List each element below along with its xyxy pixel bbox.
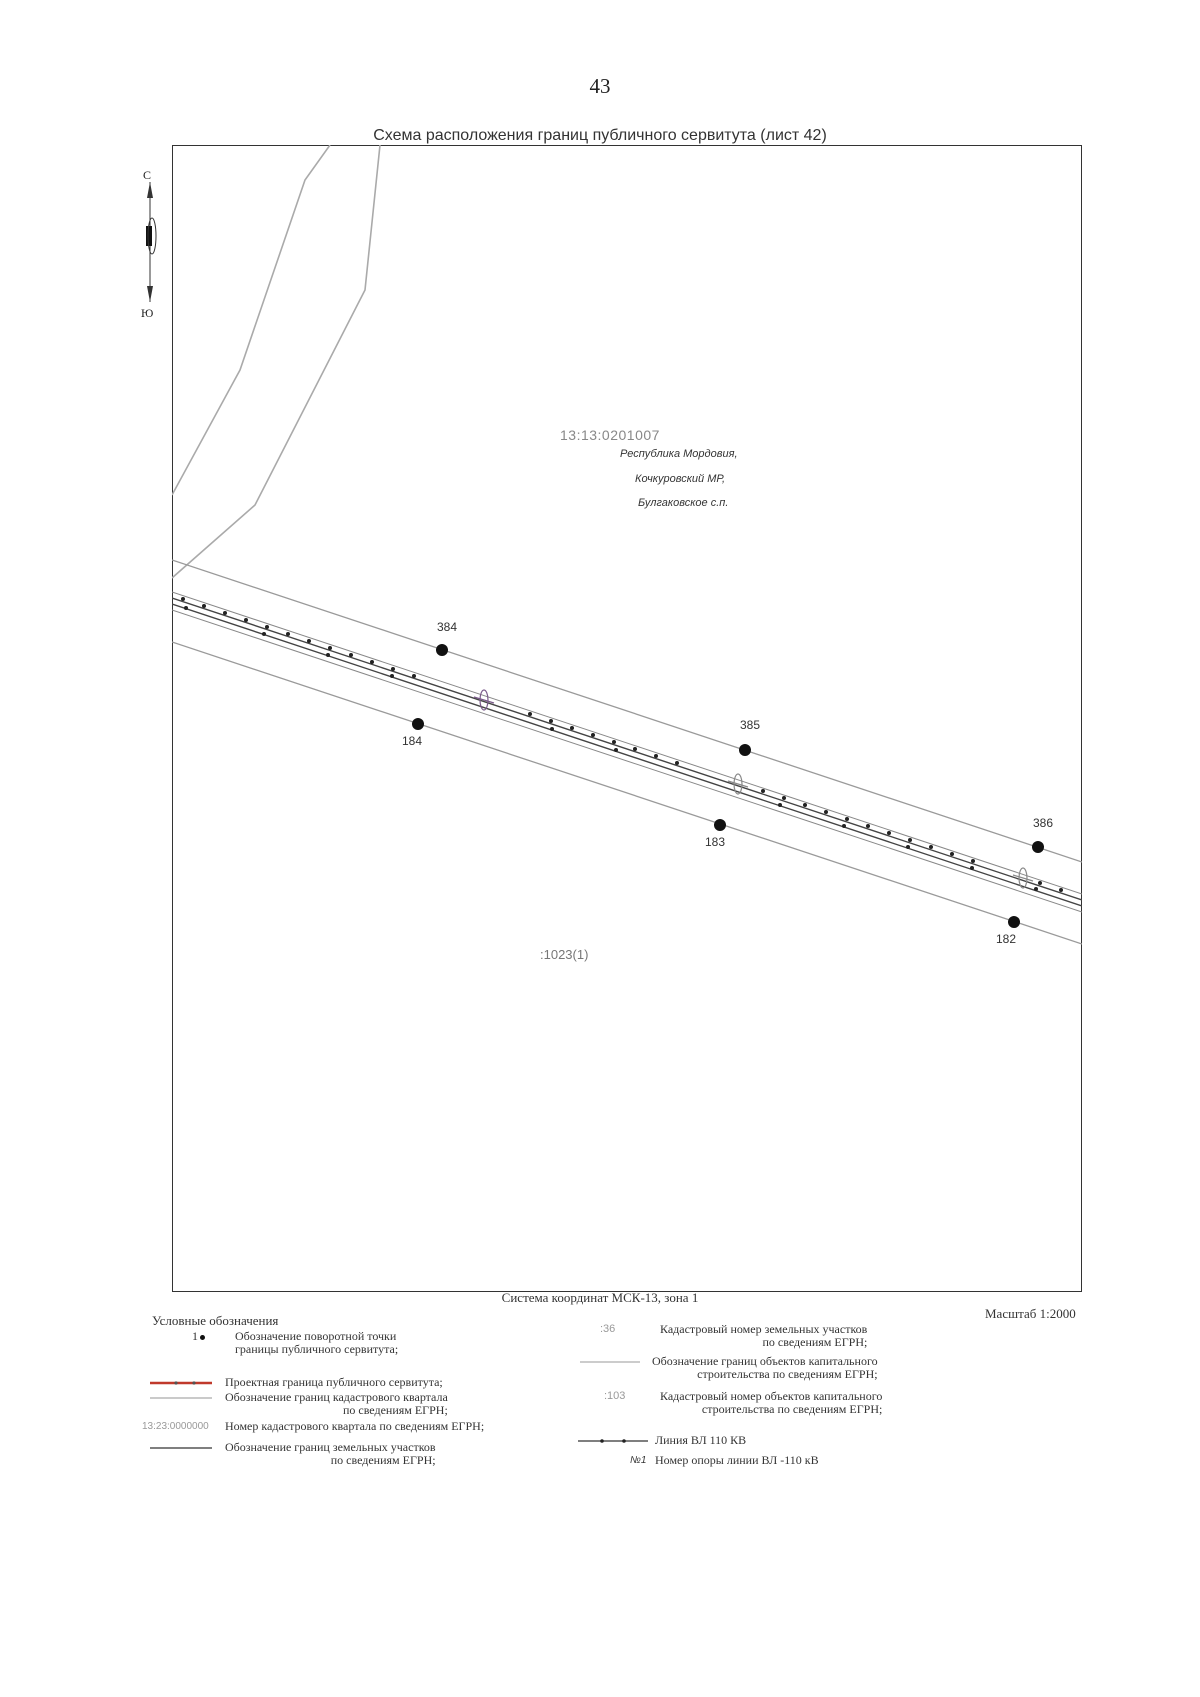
compass-north-label: С xyxy=(143,168,152,182)
legend-building-boundary xyxy=(580,1355,980,1383)
legend-pole-number-sample: №1 xyxy=(630,1455,647,1466)
building-line-icon xyxy=(580,1359,640,1365)
legend-turning-point-text-2: границы публичного сервитута; xyxy=(235,1342,399,1356)
legend-quarter-number-text: Номер кадастрового квартала по сведениям ЕГРН; xyxy=(225,1419,485,1433)
power-line-dots xyxy=(181,597,1063,892)
legend-quarter-number-sample: 13:23:0000000 xyxy=(142,1421,209,1432)
servitude-boundary-lower xyxy=(172,642,1082,944)
turning-point xyxy=(1032,841,1044,853)
legend-pole-number-text: Номер опоры линии ВЛ -110 кВ xyxy=(655,1453,819,1467)
legend-servitude-boundary xyxy=(150,1376,590,1390)
quarter-boundary-line xyxy=(172,145,330,495)
turning-point xyxy=(1008,916,1020,928)
corridor-line xyxy=(172,598,1082,900)
legend-parcel-boundary-text: Обозначение границ земельных участков xyxy=(225,1440,436,1454)
compass-south-label: Ю xyxy=(141,306,154,320)
legend-servitude-text: Проектная граница публичного сервитута; xyxy=(225,1375,443,1389)
legend-quarter-boundary-text-2: по сведениям ЕГРН; xyxy=(342,1403,448,1417)
quarter-line-icon xyxy=(150,1395,212,1401)
admin-label-settlement: Булгаковское с.п. xyxy=(638,497,729,509)
servitude-boundary-upper xyxy=(172,560,1082,862)
servitude-line-icon xyxy=(150,1378,212,1388)
legend-parcel-number xyxy=(580,1323,980,1351)
legend-parcel-number-sample: :36 xyxy=(600,1323,616,1335)
legend-power-line-text: Линия ВЛ 110 КВ xyxy=(655,1433,747,1447)
admin-label-region: Республика Мордовия, xyxy=(620,448,738,460)
turning-point xyxy=(739,744,751,756)
corridor-line xyxy=(172,610,1082,912)
point-label: 386 xyxy=(1033,816,1054,830)
legend-turning-point-text: Обозначение поворотной точки xyxy=(235,1329,397,1343)
power-line-icon xyxy=(578,1437,648,1445)
legend-building-number-sample: :103 xyxy=(604,1390,626,1402)
legend-turning-point-number: 1 xyxy=(192,1329,198,1343)
turning-point xyxy=(436,644,448,656)
legend-parcel-boundary xyxy=(150,1441,590,1469)
page-number: 43 xyxy=(589,74,611,98)
legend-parcel-number-text-2: по сведениям ЕГРН; xyxy=(762,1335,868,1349)
parcel-label: :1023(1) xyxy=(540,947,589,962)
coordinate-system: Система координат МСК-13, зона 1 xyxy=(501,1290,699,1305)
point-label: 384 xyxy=(437,620,458,634)
legend-parcel-number-text: Кадастровый номер земельных участков xyxy=(660,1322,868,1336)
legend-title: Условные обозначения xyxy=(152,1313,279,1328)
legend-building-number-text-2: строительства по сведениям ЕГРН; xyxy=(701,1402,883,1416)
legend-building-number xyxy=(580,1390,980,1418)
quarter-label: 13:13:0201007 xyxy=(560,427,660,443)
legend-quarter-number xyxy=(142,1420,592,1434)
point-label: 183 xyxy=(705,835,726,849)
map-title: Схема расположения границ публичного сервитута (лист 42) xyxy=(373,127,827,144)
legend-turning-point xyxy=(150,1330,590,1360)
legend-parcel-boundary-text-2: по сведениям ЕГРН; xyxy=(330,1453,436,1467)
turning-point-icon xyxy=(200,1335,205,1340)
map-scale: Масштаб 1:2000 xyxy=(985,1306,1076,1321)
admin-label-district: Кочкуровский МР, xyxy=(635,473,726,485)
legend-building-boundary-text: Обозначение границ объектов капитального xyxy=(652,1354,878,1368)
point-label: 385 xyxy=(740,718,761,732)
quarter-boundary-line xyxy=(172,145,380,578)
legend-quarter-boundary xyxy=(150,1391,590,1419)
point-label: 182 xyxy=(996,932,1017,946)
point-label: 184 xyxy=(402,734,423,748)
legend-pole-number xyxy=(578,1454,978,1468)
corridor-line xyxy=(172,592,1082,894)
parcel-line-icon xyxy=(150,1445,212,1451)
legend-quarter-boundary-text: Обозначение границ кадастрового квартала xyxy=(225,1390,448,1404)
legend-building-boundary-text-2: строительства по сведениям ЕГРН; xyxy=(697,1367,878,1381)
turning-point xyxy=(714,819,726,831)
turning-point xyxy=(412,718,424,730)
legend-building-number-text: Кадастровый номер объектов капитального xyxy=(660,1389,883,1403)
legend-power-line xyxy=(578,1434,978,1448)
corridor-line xyxy=(172,604,1082,906)
